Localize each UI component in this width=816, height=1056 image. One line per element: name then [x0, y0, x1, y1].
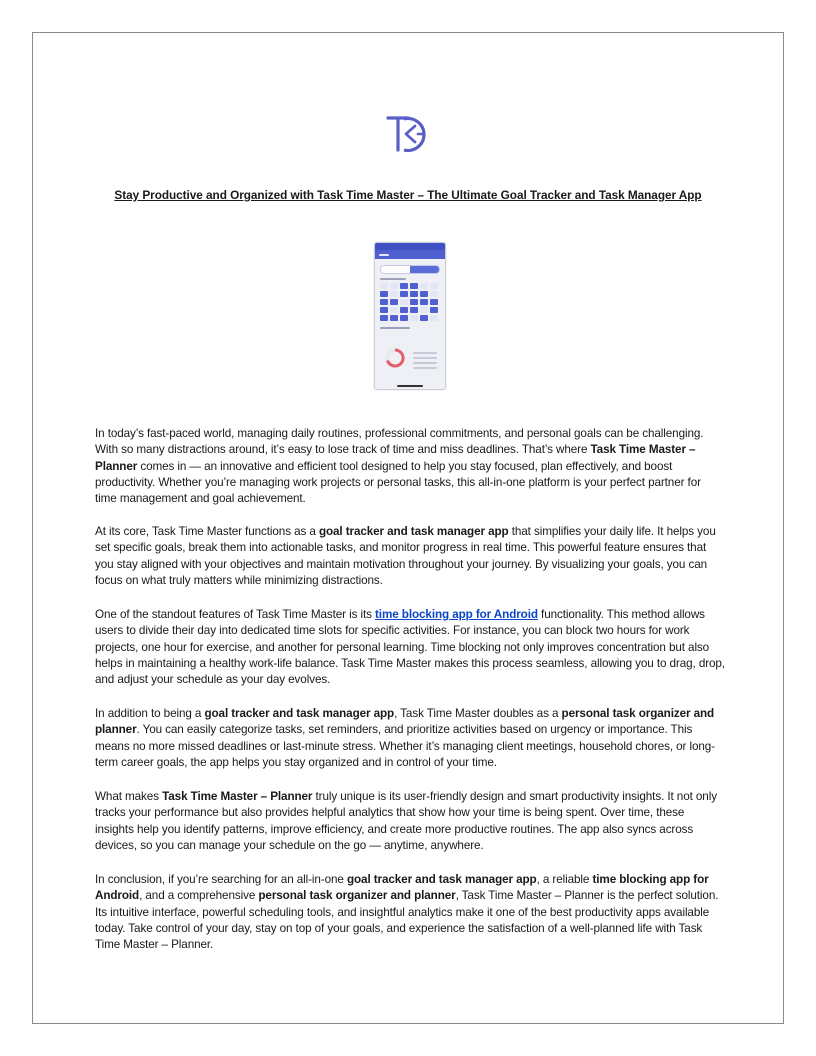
paragraph-intro: In today’s fast-paced world, managing daily routines, professional commitments, and personal goals can be challenging. With so many distractions around, it’s easy to lose track of time and miss deadlines. That’s where Task Time Master – Planner comes in — an innovative and efficient tool designed to help you stay focused, plan effectively, and boost productivity. Whether you’re managing work projects or personal tasks, this all-in-one platform is your perfect partner for time management and goal achievement.: [95, 427, 704, 506]
phone-section-label: [380, 278, 406, 280]
phone-donut-chart-icon: [384, 347, 406, 369]
phone-status-bar: [375, 243, 445, 250]
paragraph-organizer: In addition to being a goal tracker and task manager app, Task Time Master doubles as a personal task organizer and planner. You can easily categorize tasks, set reminders, and prioritize activities based on urgency or importance. This means no more missed deadlines or last-minute stress. Whether it’s managing client meetings, household chores, or long-term career goals, the app helps you stay organized and in control of your time.: [95, 707, 715, 769]
paragraph-unique: What makes Task Time Master – Planner truly unique is its user-friendly design and smart productivity insights. It not only tracks your performance but also provides helpful analytics that show how your time is being spent. Over time, these insights help you identify patterns, improve efficiency, and create more productive routines. The app also syncs across devices, so you can manage your schedule on the go — anytime, anywhere.: [95, 790, 717, 852]
clock-tk-logo-icon: [382, 110, 430, 158]
paragraph-core: At its core, Task Time Master functions as a goal tracker and task manager app that simplifies your daily life. It helps you set specific goals, break them into actionable tasks, and monitor progress in real time. This powerful feature ensures that you stay aligned with your objectives and maintain motivation throughout your journey. By visualizing your goals, you can focus on what truly matters while minimizing distractions.: [95, 525, 716, 587]
phone-nav-bar: [397, 385, 423, 387]
paragraph-time-blocking: One of the standout features of Task Time Master is its time blocking app for Android functionality. This method allows users to divide their day into dedicated time slots for specific activities. For instance, you can block two hours for work projects, one hour for exercise, and another for personal learning. Time blocking not only improves concentration but also helps in maintaining a healthy work-life balance. Task Time Master makes this process seamless, allowing you to drag, drop, and adjust your schedule as your day evolves.: [95, 608, 725, 687]
phone-section-label-2: [380, 327, 410, 329]
app-screenshot-image: [374, 242, 446, 390]
phone-chart-legend: [413, 352, 437, 372]
paragraph-conclusion: In conclusion, if you’re searching for an all-in-one goal tracker and task manager app, a reliable time blocking app for Android, and a comprehensive personal task organizer and planner, Task Time Master – Planner is the perfect solution. Its intuitive interface, powerful scheduling tools, and insightful analytics make it one of the best productivity apps available today. Take control of your day, stay on top of your goals, and experience the satisfaction of a well-planned life with Task Time Master – Planner.: [95, 873, 719, 952]
time-blocking-link[interactable]: time blocking app for Android: [375, 608, 538, 621]
article-title: Stay Productive and Organized with Task Time Master – The Ultimate Goal Tracker and Task Manager App: [114, 188, 702, 202]
phone-app-bar: [375, 250, 445, 259]
phone-toggle: [380, 265, 440, 274]
phone-calendar-grid: [380, 283, 440, 321]
